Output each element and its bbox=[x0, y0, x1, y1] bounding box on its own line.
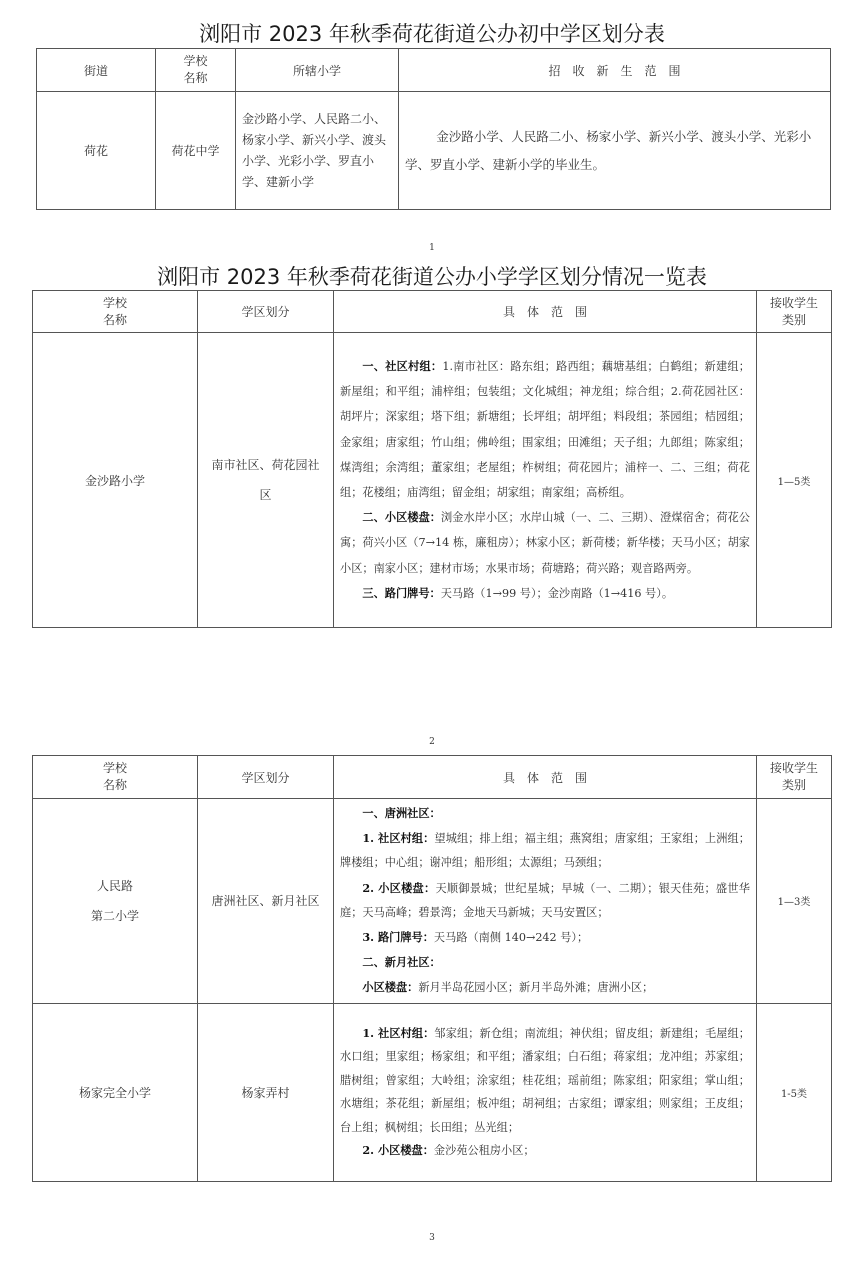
detail-label: 一、唐洲社区： bbox=[362, 806, 441, 820]
page-number-1: 1 bbox=[429, 243, 435, 253]
middle-school-district-table bbox=[36, 48, 831, 210]
header-primary-schools: 所辖小学 bbox=[236, 49, 399, 92]
cell-school-jinshalu: 金沙路小学 bbox=[33, 333, 198, 628]
header-category-line1: 接收学生 bbox=[769, 295, 818, 310]
detail-label: 小区楼盘： bbox=[362, 980, 419, 995]
header-school-name bbox=[33, 756, 198, 799]
cell-detail-yangjia bbox=[334, 1003, 757, 1181]
detail-label: 二、新月社区： bbox=[362, 955, 441, 970]
cell-school-renminlu bbox=[33, 799, 198, 1004]
header-school-line1: 学校 bbox=[183, 54, 208, 68]
cell-primary-schools: 金沙路小学、人民路二小、杨家小学、新兴小学、渡头小学、光彩小学、罗直小学、建新小学 bbox=[236, 92, 399, 210]
primary-district-table-continued bbox=[32, 755, 832, 1182]
header-school-line2: 名称 bbox=[102, 778, 127, 792]
detail-text: 浏金水岸小区；水岸山城（一、二、三期）、澄煤宿舍；荷花公寓；荷兴小区（7→14 栋，廉租房）；林家小区；新荷楼；新华楼；天马小区；胡家小区；南家小区；建材市场；水果市场；荷塘路；荷兴路；观音路两旁。 bbox=[340, 511, 750, 575]
header-student-category bbox=[757, 756, 832, 799]
primary-district-table-jinshalu bbox=[32, 290, 832, 628]
cell-street: 荷花 bbox=[37, 92, 156, 210]
detail-text: 邹家组；新仓组；南流组；神伏组；留皮组；新建组；毛屋组；水口组；里家组；杨家组；和平组；潘家组；白石组；蒋家组；龙冲组；苏家组；腊树组；曾家组；大岭组；涂家组；桂花组；瑶前组；陈家组；阳家组；掌山组；水塘组；茶花组；新屋组；板冲组；胡祠组；古家组；谭家组；则家组；王皮组；台上组；枫树组；长田组；丛光组； bbox=[340, 1026, 750, 1134]
cell-school-yangjia: 杨家完全小学 bbox=[33, 1003, 198, 1181]
header-school-line2: 名称 bbox=[183, 71, 208, 85]
cell-district-jinshalu: 南市社区、荷花园社区 bbox=[198, 333, 334, 628]
header-category-line2: 类别 bbox=[781, 778, 806, 792]
detail-paragraph bbox=[340, 354, 750, 505]
cell-school: 荷花中学 bbox=[156, 92, 236, 210]
header-detail-range: 具 体 范 围 bbox=[334, 291, 757, 333]
header-school-line1: 学校 bbox=[102, 295, 127, 310]
header-school-line1: 学校 bbox=[102, 761, 127, 775]
detail-text: 1.南市社区：路东组；路西组；藕塘基组；白鹤组；新建组；新屋组；和平组；浦梓组；包装组；文化城组；神龙组；综合组；2.荷花园社区：胡坪片；深家组；塔下组；新塘组；长坪组；胡坪组；料段组；茶园组；桔园组；金家组；唐家组；竹山组；佛岭组；围家组；田滩组；天子组；九郎组；陈家组；煤湾组；余湾组；董家组；老屋组；柞树组；荷花园片；浦梓一、二、三组；荷花组；花楼组；庙湾组；留金组；胡家组；南家组；高桥组。 bbox=[340, 359, 750, 499]
detail-paragraph bbox=[340, 925, 750, 950]
page-number-3: 3 bbox=[429, 1233, 435, 1243]
detail-paragraph bbox=[340, 826, 750, 875]
header-school-name bbox=[156, 49, 236, 92]
header-category-line1: 接收学生 bbox=[769, 761, 818, 775]
cell-enrollment-range: 金沙路小学、人民路二小、杨家小学、新兴小学、渡头小学、光彩小学、罗直小学、建新小学的毕业生。 bbox=[399, 92, 831, 210]
detail-label: 一、社区村组： bbox=[362, 358, 443, 373]
page-number-2: 2 bbox=[429, 737, 435, 747]
cell-detail-renminlu bbox=[334, 799, 757, 1004]
detail-text: 天顺御景城；世纪星城；早城（一、二期）；银天佳苑；盛世华庭；天马高峰；碧景湾；金地天马新城；天马安置区； bbox=[340, 881, 750, 919]
detail-paragraph bbox=[340, 950, 750, 975]
school-name-line2: 第二小学 bbox=[90, 908, 139, 923]
cell-category-jinshalu: 1—5类 bbox=[757, 333, 832, 628]
header-district: 学区划分 bbox=[198, 291, 334, 333]
detail-paragraph bbox=[340, 581, 750, 606]
cell-category-renminlu: 1—3类 bbox=[757, 799, 832, 1004]
detail-paragraph bbox=[340, 876, 750, 925]
header-district: 学区划分 bbox=[198, 756, 334, 799]
detail-text: 新月半岛花园小区；新月半岛外滩；唐洲小区； bbox=[418, 981, 654, 995]
detail-label: 2. 小区楼盘： bbox=[362, 1143, 434, 1158]
detail-paragraph bbox=[340, 1022, 750, 1140]
detail-label: 二、小区楼盘： bbox=[362, 510, 442, 525]
school-name-line1: 人民路 bbox=[96, 878, 133, 893]
cell-district-yangjia: 杨家弄村 bbox=[198, 1003, 334, 1181]
detail-label: 2. 小区楼盘： bbox=[362, 880, 436, 895]
cell-detail-jinshalu bbox=[334, 333, 757, 628]
detail-text: 金沙苑公租房小区； bbox=[433, 1144, 535, 1158]
table1-title: 浏阳市 2023 年秋季荷花街道公办初中学区划分表 bbox=[199, 22, 665, 46]
detail-label: 1. 社区村组： bbox=[362, 1025, 435, 1040]
detail-text: 天马路（1→99 号）；金沙南路（1→416 号）。 bbox=[440, 586, 674, 600]
detail-label: 1. 社区村组： bbox=[362, 831, 435, 846]
header-detail-range: 具 体 范 围 bbox=[334, 756, 757, 799]
detail-paragraph bbox=[340, 801, 750, 826]
header-category-line2: 类别 bbox=[781, 312, 806, 327]
header-street: 街道 bbox=[37, 49, 156, 92]
header-school-line2: 名称 bbox=[102, 312, 127, 327]
detail-paragraph bbox=[340, 505, 750, 581]
detail-label: 三、路门牌号： bbox=[362, 585, 441, 600]
cell-district-renminlu: 唐洲社区、新月社区 bbox=[198, 799, 334, 1004]
detail-text: 天马路（南侧 140→242 号）； bbox=[433, 931, 589, 945]
table2-title: 浏阳市 2023 年秋季荷花街道公办小学学区划分情况一览表 bbox=[157, 265, 707, 289]
header-school-name bbox=[33, 291, 198, 333]
detail-paragraph bbox=[340, 975, 750, 1000]
detail-label: 3. 路门牌号： bbox=[362, 930, 434, 945]
header-enrollment-range: 招 收 新 生 范 围 bbox=[399, 49, 831, 92]
detail-paragraph bbox=[340, 1139, 750, 1163]
cell-category-yangjia: 1-5类 bbox=[757, 1003, 832, 1181]
header-student-category bbox=[757, 291, 832, 333]
detail-text: 望城组；排上组；福主组；燕窝组；唐家组；王家组；上洲组；牌楼组；中心组；谢冲组；船形组；太源组；马颈组； bbox=[340, 832, 750, 870]
